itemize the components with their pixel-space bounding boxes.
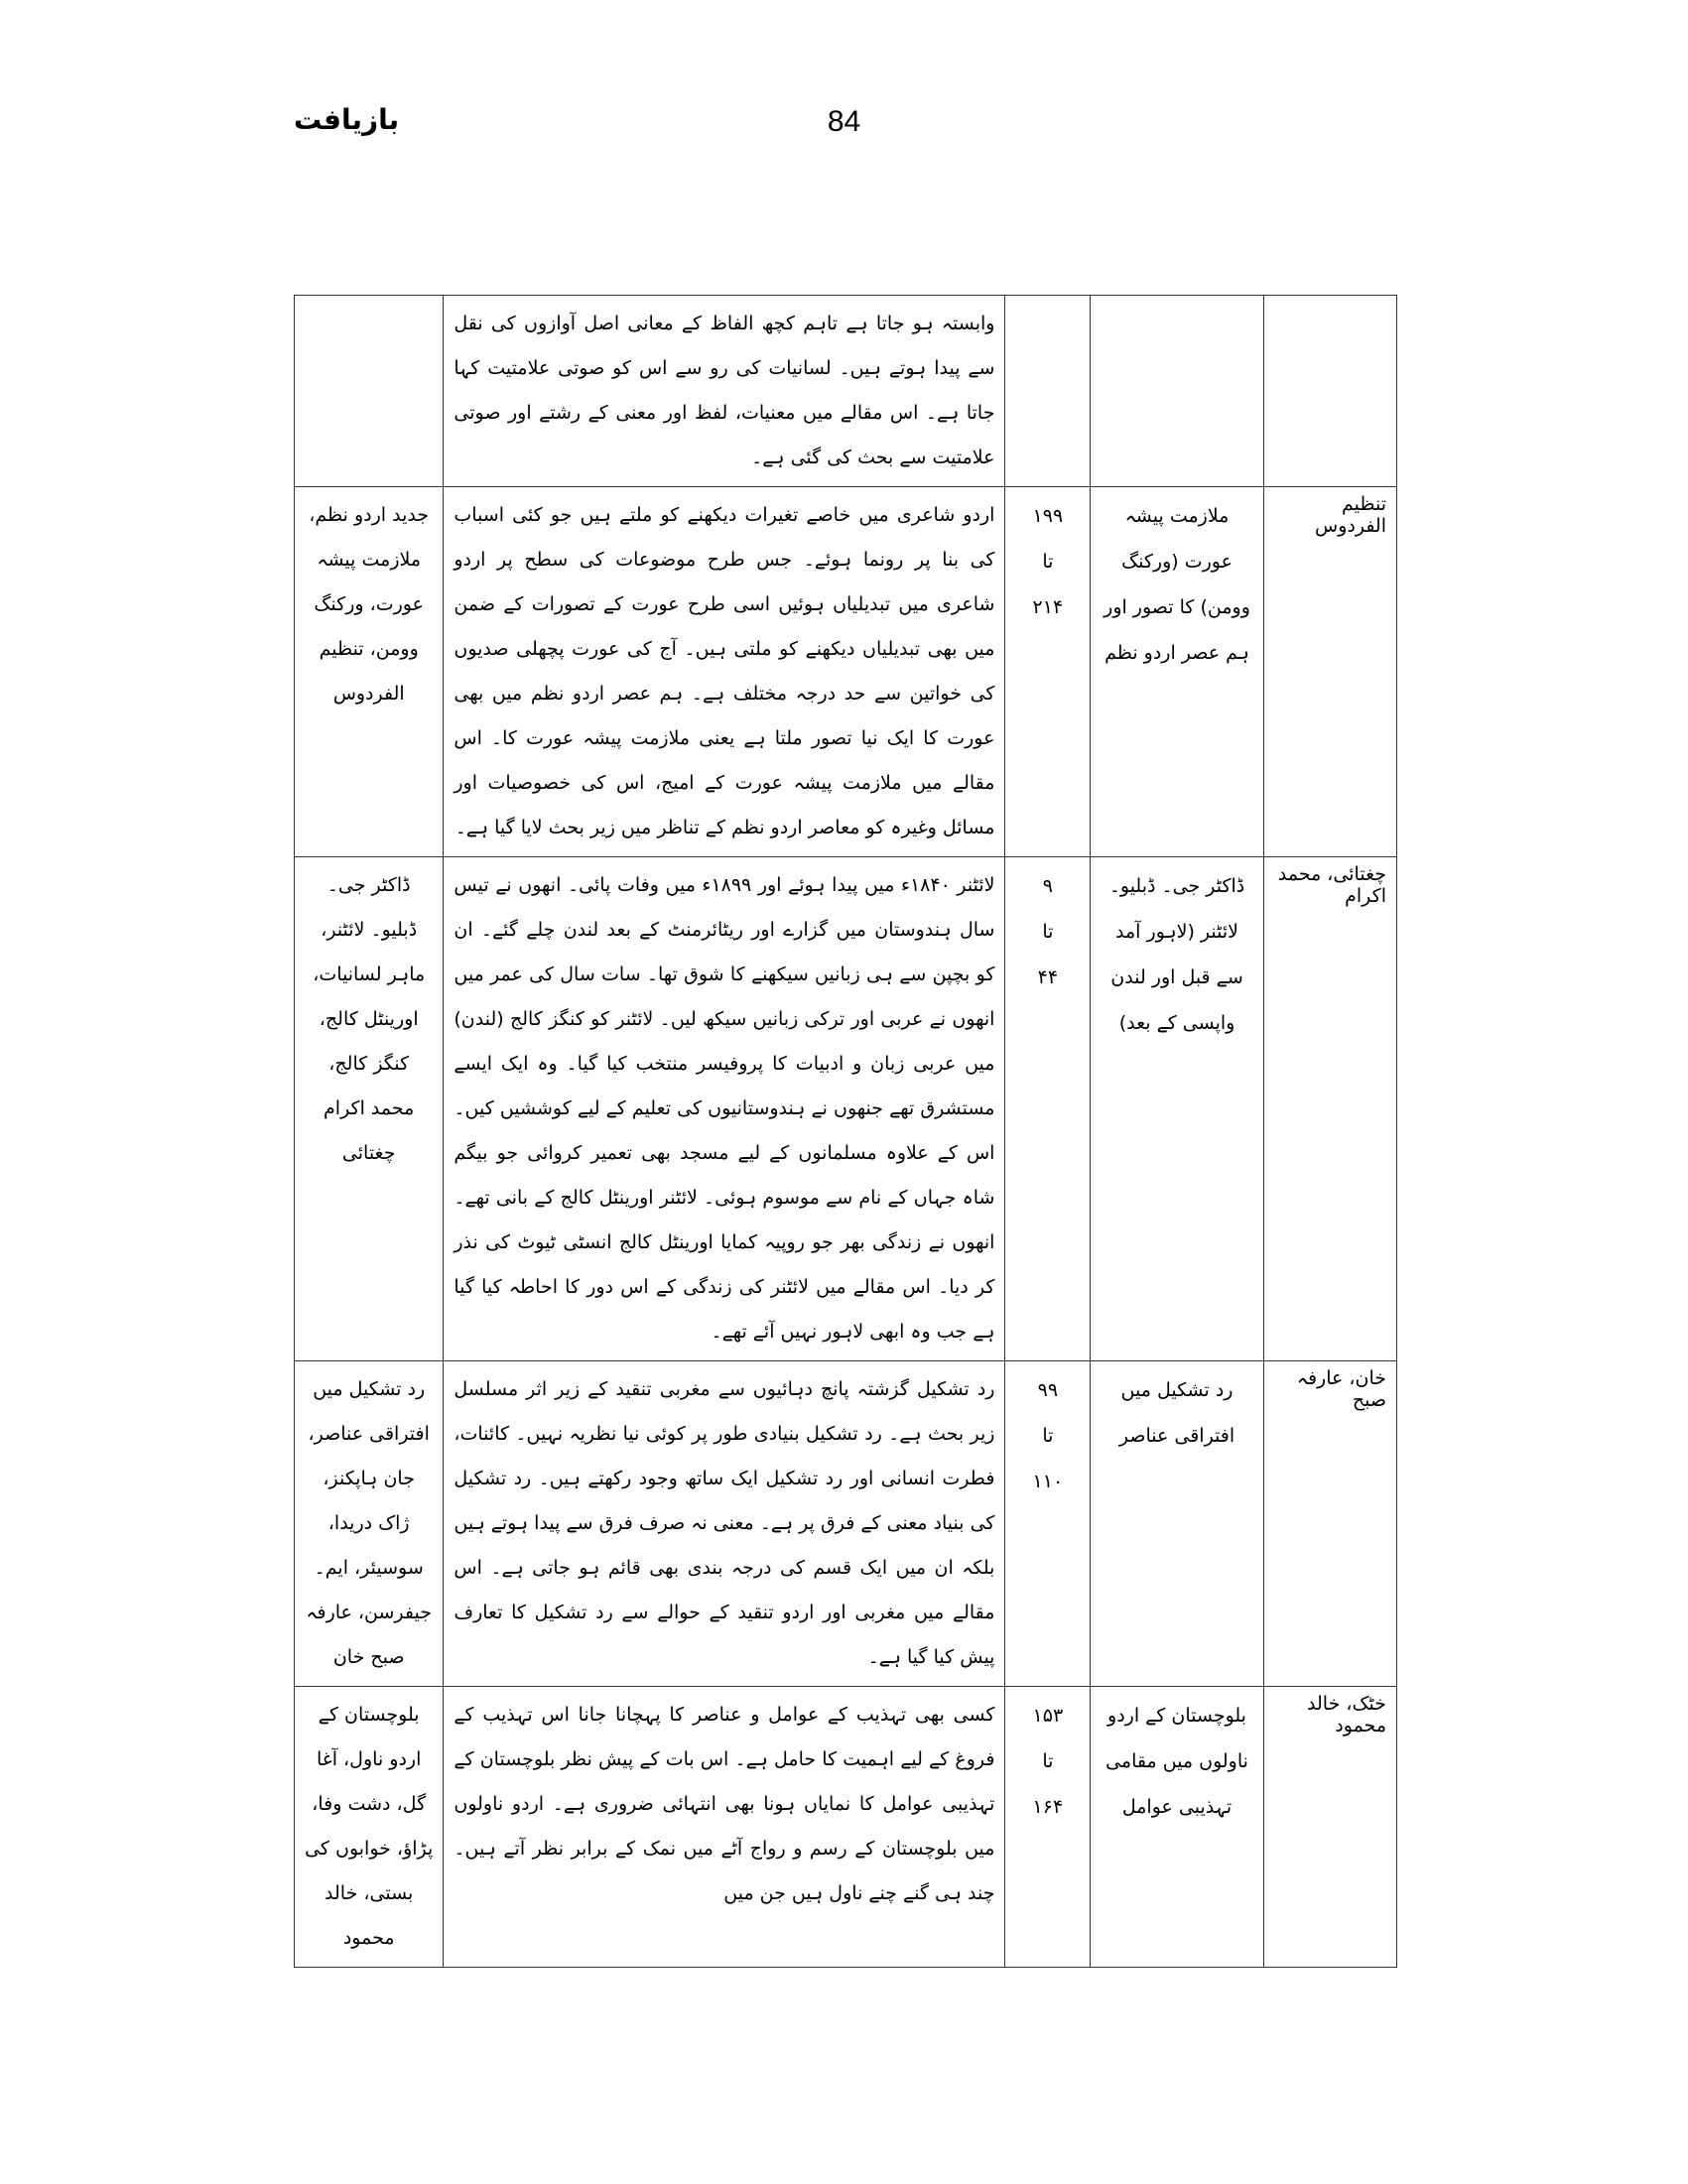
author-cell — [1263, 296, 1396, 487]
page-range-word: تا — [1042, 1425, 1054, 1447]
keywords-cell — [295, 296, 444, 487]
page-range-word: تا — [1042, 1750, 1054, 1772]
page-start: ۹ — [1042, 875, 1053, 897]
page-end: ۲۱۴ — [1032, 596, 1064, 618]
journal-title: بازیافت — [294, 103, 400, 136]
author-cell: تنظیم الفردوس — [1263, 487, 1396, 857]
abstract-cell: اردو شاعری میں خاصے تغیرات دیکھنے کو ملتے ہیں جو کئی اسباب کی بنا پر رونما ہوئے۔ جس طرح موضوعات کی سطح پر اردو شاعری میں تبدیلیاں ہوئیں اسی طرح عورت کے تصورات کے ضمن میں بھی تبدیلیاں دیکھنے کو ملتی ہیں۔ آج کی عورت پچھلی صدیوں کی خواتین سے حد درجہ مختلف ہے۔ ہم عصر اردو نظم میں بھی عورت کا ایک نیا تصور ملتا ہے یعنی ملازمت پیشہ عورت کا۔ اس مقالے میں ملازمت پیشہ عورت کے امیج، اس کی خصوصیات اور مسائل وغیرہ کو معاصر اردو نظم کے تناظر میں زیر بحث لایا گیا ہے۔ — [444, 487, 1005, 857]
page-number: 84 — [827, 105, 861, 138]
table-row — [295, 1361, 1397, 1687]
pages-cell — [1005, 487, 1091, 857]
abstract-cell: کسی بھی تہذیب کے عوامل و عناصر کا پہچانا جانا اس تہذیب کے فروغ کے لیے اہمیت کا حامل ہے۔ اس بات کے پیش نظر بلوچستان کے تہذیبی عوامل کا نمایاں ہونا بھی انتہائی ضروری ہے۔ اردو ناولوں میں بلوچستان کے رسم و رواج آٹے میں نمک کے برابر نظر آتے ہیں۔ چند ہی گنے چنے ناول ہیں جن میں — [444, 1687, 1005, 1968]
table-row — [295, 857, 1397, 1361]
page-range-word: تا — [1042, 551, 1054, 573]
page-start: ۱۵۳ — [1032, 1705, 1064, 1727]
title-cell: بلوچستان کے اردو ناولوں میں مقامی تہذیبی عوامل — [1091, 1687, 1264, 1968]
keywords-cell: جدید اردو نظم، ملازمت پیشہ عورت، ورکنگ وومن، تنظیم الفردوس — [295, 487, 444, 857]
page-start: ۱۹۹ — [1032, 505, 1064, 527]
article-index-table — [294, 295, 1397, 1968]
title-cell: رد تشکیل میں افتراقی عناصر — [1091, 1361, 1264, 1687]
pages-cell — [1005, 296, 1091, 487]
pages-cell — [1005, 1687, 1091, 1968]
page-end: ۴۴ — [1037, 966, 1059, 988]
abstract-cell: رد تشکیل گزشتہ پانچ دہائیوں سے مغربی تنقید کے زیر اثر مسلسل زیر بحث ہے۔ رد تشکیل بنیادی طور پر کوئی نیا نظریہ نہیں۔ کائنات، فطرت انسانی اور رد تشکیل ایک ساتھ وجود رکھتے ہیں۔ رد تشکیل کی بنیاد معنی کے فرق پر ہے۔ معنی نہ صرف فرق سے پیدا ہوتے ہیں بلکہ ان میں ایک قسم کی درجہ بندی بھی قائم ہو جاتی ہے۔ اس مقالے میں مغربی اور اردو تنقید کے حوالے سے رد تشکیل کا تعارف پیش کیا گیا ہے۔ — [444, 1361, 1005, 1687]
page-range-word: تا — [1042, 921, 1054, 943]
author-cell: خان، عارفہ صبح — [1263, 1361, 1396, 1687]
abstract-cell: وابستہ ہو جاتا ہے تاہم کچھ الفاظ کے معانی اصل آوازوں کی نقل سے پیدا ہوتے ہیں۔ لسانیات کی رو سے اس کو صوتی علامتیت کہا جاتا ہے۔ اس مقالے میں معنیات، لفظ اور معنی کے رشتے اور صوتی علامتیت سے بحث کی گئی ہے۔ — [444, 296, 1005, 487]
table-row — [295, 487, 1397, 857]
pages-cell — [1005, 857, 1091, 1361]
page-start: ۹۹ — [1037, 1379, 1059, 1401]
keywords-cell: ڈاکٹر جی۔ ڈبلیو۔ لائٹنر، ماہر لسانیات، اورینٹل کالج، کنگز کالج، محمد اکرام چغتائی — [295, 857, 444, 1361]
abstract-cell: لائٹنر ۱۸۴۰ء میں پیدا ہوئے اور ۱۸۹۹ء میں وفات پائی۔ انھوں نے تیس سال ہندوستان میں گزارے اور ریٹائرمنٹ کے بعد لندن چلے گئے۔ ان کو بچپن سے ہی زبانیں سیکھنے کا شوق تھا۔ سات سال کی عمر میں انھوں نے عربی اور ترکی زبانیں سیکھ لیں۔ لائٹنر کو کنگز کالج (لندن) میں عربی زبان و ادبیات کا پروفیسر منتخب کیا گیا۔ وہ ایک ایسے مستشرق تھے جنھوں نے ہندوستانیوں کی تعلیم کے لیے کوششیں کیں۔ اس کے علاوہ مسلمانوں کے لیے مسجد بھی تعمیر کروائی جو بیگم شاہ جہاں کے نام سے موسوم ہوئی۔ لائٹنر اورینٹل کالج کے بانی تھے۔ انھوں نے زندگی بھر جو روپیہ کمایا اورینٹل کالج انسٹی ٹیوٹ کی نذر کر دیا۔ اس مقالے میں لائٹنر کی زندگی کے اس دور کا احاطہ کیا گیا ہے جب وہ ابھی لاہور نہیں آئے تھے۔ — [444, 857, 1005, 1361]
page-end: ۱۱۰ — [1032, 1471, 1064, 1492]
table-row — [295, 296, 1397, 487]
keywords-cell: بلوچستان کے اردو ناول، آغا گل، دشت وفا، پڑاؤ، خوابوں کی بستی، خالد محمود — [295, 1687, 444, 1968]
page-end: ۱۶۴ — [1032, 1796, 1064, 1818]
author-cell: چغتائی، محمد اکرام — [1263, 857, 1396, 1361]
keywords-cell: رد تشکیل میں افتراقی عناصر، جان ہاپکنز، ژاک دریدا، سوسیئر، ایم۔ جیفرسن، عارفہ صبح خان — [295, 1361, 444, 1687]
pages-cell — [1005, 1361, 1091, 1687]
title-cell: ڈاکٹر جی۔ ڈبلیو۔ لائٹنر (لاہور آمد سے قبل اور لندن واپسی کے بعد) — [1091, 857, 1264, 1361]
table-row — [295, 1687, 1397, 1968]
title-cell: ملازمت پیشہ عورت (ورکنگ وومن) کا تصور اور ہم عصر اردو نظم — [1091, 487, 1264, 857]
title-cell — [1091, 296, 1264, 487]
author-cell: خٹک، خالد محمود — [1263, 1687, 1396, 1968]
